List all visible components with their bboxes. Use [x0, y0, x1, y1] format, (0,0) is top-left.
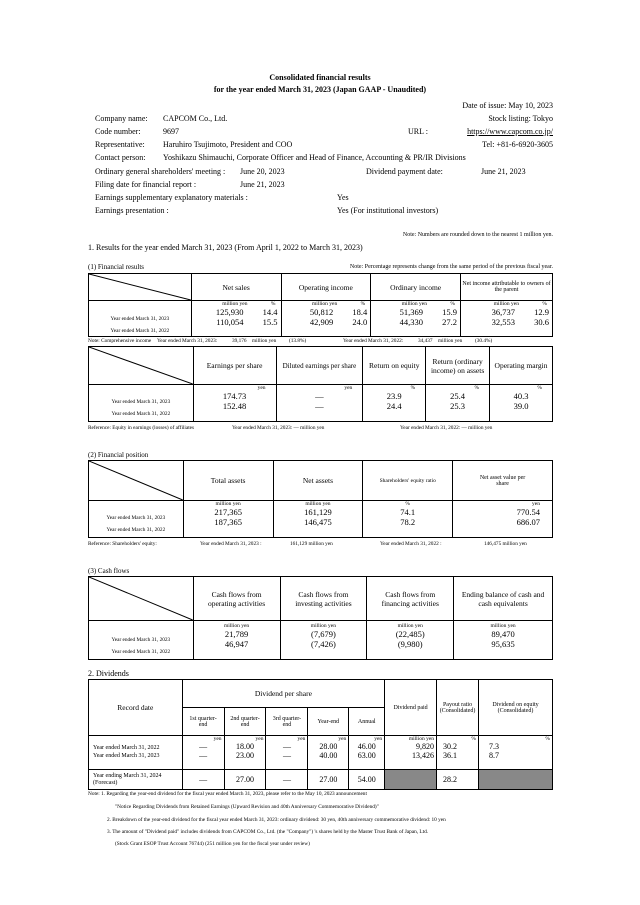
diluted-eps-cells: yen — —	[276, 385, 363, 422]
q1-cells: yen — —	[182, 736, 224, 770]
row-labels: Year ended March 31, 2023 Year ended March 31, 2022	[89, 501, 184, 538]
dividend-note-3: 3. The amount of "Dividend paid" includes dividends from CAPCOM Co., Ltd. (the "Company") 's shares held by the Master Trust Bank of Japan, Ltd.	[107, 829, 429, 835]
equity-ratio-cells: % 74.1 78.2	[363, 501, 453, 538]
telephone: Tel: +81-6-6920-3605	[482, 140, 553, 149]
ending-cash-cells: million yen 89,470 95,635	[454, 621, 553, 660]
corner-cell	[89, 274, 192, 301]
dividend-note-2: 2. Breakdown of the year-end dividend for the fiscal year ended March 31, 2023: ordinary dividend: 30 yen, 40th anniversary commemorative dividend: 10 yen	[107, 817, 446, 823]
roe-cells: % 23.9 24.4	[363, 385, 426, 422]
header-nav-per-share: Net asset value per share	[453, 461, 553, 501]
representative: Haruhiro Tsujimoto, President and COO	[163, 140, 293, 149]
cash-flows-table	[88, 576, 553, 660]
row-labels: Year ended March 31, 2022 Year ended March 31, 2023	[89, 736, 183, 770]
operating-income-cells: million yen % 50,812 18.4 42,909 24.0	[281, 301, 371, 337]
corner-cell	[89, 577, 194, 621]
company-url-link[interactable]: https://www.capcom.co.jp/	[467, 127, 553, 136]
contact-person: Yoshikazu Shimauchi, Corporate Officer and Head of Finance, Accounting & PR/IR Divisions	[163, 153, 466, 162]
operating-margin-cells: % 40.3 39.0	[490, 385, 553, 422]
forecast-paid-shaded	[385, 770, 437, 790]
payout-cells: % 30.2 36.1	[437, 736, 479, 770]
pres-value: Yes (For institutional investors)	[337, 206, 439, 215]
fin-position-title: (2) Financial position	[88, 451, 149, 459]
comp-note: Note: Comprehensive income	[88, 338, 152, 344]
q2-cells: yen 18.00 23.00	[224, 736, 266, 770]
fin-position-data-row	[89, 501, 553, 538]
q3-cells: yen — —	[266, 736, 308, 770]
dividend-paid-cells: million yen 9,820 13,426	[385, 736, 437, 770]
dividend-note-1: Note: 1. Regarding the year-end dividend for the fiscal year ended March 31, 2023, please refer to the May 10, 2023 announcement	[88, 791, 367, 797]
cash-flows-title: (3) Cash flows	[88, 567, 130, 575]
forecast-year-end: 27.00	[308, 770, 349, 790]
equity-ref-2023-value: 161,129 million yen	[290, 541, 333, 547]
rounding-note: Note: Numbers are rounded down to the nearest 1 million yen.	[402, 232, 553, 238]
header-dividend-per-share: Dividend per share	[182, 680, 385, 708]
comp-2022-value: 34,437	[418, 338, 433, 344]
dividend-note-1b: "Notice Regarding Dividends from Retained Earnings (Upward Revision and 40th Anniversary Commemorative Dividend)"	[115, 804, 379, 810]
dividends-title: 2. Dividends	[88, 669, 129, 678]
equity-ref-2023-label: Year ended March 31, 2023 :	[200, 541, 262, 547]
code-number: 9697	[163, 127, 179, 136]
forecast-annual: 54.00	[349, 770, 385, 790]
roa-cells: % 25.4 25.3	[426, 385, 490, 422]
header-operating-cf: Cash flows from operating activities	[193, 577, 280, 621]
net-income-cells: million yen % 36,737 12.9 32,553 30.6	[461, 301, 553, 337]
fin-results-note: Note: Percentage represents change from the same period of the previous fiscal year.	[349, 264, 553, 270]
net-assets-cells: million yen 161,129 146,475	[273, 501, 363, 538]
comp-2022-unit: million yen	[438, 338, 463, 344]
operating-cf-cells: million yen 21,789 46,947	[193, 621, 280, 660]
comp-2023-unit: million yen	[252, 338, 277, 344]
equity-ref-2022-label: Year ended March 31, 2022 :	[380, 541, 442, 547]
annual-cells: yen 46.00 63.00	[349, 736, 385, 770]
dividend-date-label: Dividend payment date:	[366, 167, 443, 176]
header-2nd-quarter: 2nd quarter-end	[224, 708, 266, 736]
forecast-doe-shaded	[479, 770, 553, 790]
doc-title: Consolidated financial results	[269, 73, 371, 82]
net-sales-cells: million yen % 125,930 14.4 110,054 15.5	[191, 301, 281, 337]
header-1st-quarter: 1st quarter-end	[182, 708, 224, 736]
comp-2023-label: Year ended March 31, 2023:	[157, 338, 218, 344]
company-name-label: Company name:	[95, 114, 148, 123]
header-equity-ratio: Shareholders' equity ratio	[363, 461, 453, 501]
nav-cells: yen 770.54 686.07	[453, 501, 553, 538]
issue-date: Date of issue: May 10, 2023	[462, 101, 553, 110]
affiliates-ref: Reference: Equity in earnings (losses) of affiliates	[88, 425, 195, 431]
doe-cells: % 7.3 8.7	[479, 736, 553, 770]
header-3rd-quarter: 3rd quarter-end	[266, 708, 308, 736]
cash-flows-data-row	[89, 621, 553, 660]
affiliates-ref-2022: Year ended March 31, 2022: — million yen	[400, 425, 493, 431]
header-investing-cf: Cash flows from investing activities	[280, 577, 367, 621]
row-labels: Year ended March 31, 2023 Year ended March 31, 2022	[89, 301, 192, 337]
company-name: CAPCOM Co., Ltd.	[163, 114, 228, 123]
header-dividend-on-equity: Dividend on equity (Consolidated)	[479, 680, 553, 736]
comp-2023-pct: (13.8%)	[289, 338, 307, 344]
financing-cf-cells: million yen (22,485) (9,980)	[367, 621, 454, 660]
code-label: Code number:	[95, 127, 141, 136]
forecast-q3: —	[266, 770, 308, 790]
fin-results-title: (1) Financial results	[88, 263, 144, 271]
dividends-table	[88, 679, 553, 790]
rep-label: Representative:	[95, 140, 145, 149]
dividend-data-rows	[89, 736, 553, 770]
row-labels: Year ended March 31, 2023 Year ended March 31, 2022	[89, 385, 194, 422]
header-payout-ratio: Payout ratio (Consolidated)	[437, 680, 479, 736]
affiliates-ref-2023: Year ended March 31, 2023: — million yen	[232, 425, 325, 431]
header-roa: Return (ordinary income) on assets	[426, 347, 490, 385]
header-diluted-eps: Diluted earnings per share	[276, 347, 363, 385]
header-net-sales: Net sales	[191, 274, 281, 301]
url-label: URL :	[408, 127, 428, 136]
forecast-q2: 27.00	[224, 770, 266, 790]
dividend-note-3b: (Stock Grant ESOP Trust Account 76744) (251 million yen for the fiscal year under review)	[115, 841, 310, 847]
pres-label: Earnings presentation :	[95, 206, 169, 215]
header-roe: Return on equity	[363, 347, 426, 385]
filing-label: Filing date for financial report :	[95, 180, 197, 189]
eps-table	[88, 346, 553, 422]
header-year-end: Year-end	[308, 708, 349, 736]
year-end-cells: yen 28.00 40.00	[308, 736, 349, 770]
eps-cells: yen 174.73 152.48	[193, 385, 276, 422]
doc-subtitle: for the year ended March 31, 2023 (Japan GAAP - Unaudited)	[213, 85, 427, 94]
investing-cf-cells: million yen (7,679) (7,426)	[280, 621, 367, 660]
header-total-assets: Total assets	[183, 461, 273, 501]
equity-ref-2022-value: 146,475 million yen	[484, 541, 527, 547]
header-record-date: Record date	[89, 680, 183, 736]
eps-data-row	[89, 385, 553, 422]
stock-listing: Stock listing: Tokyo	[488, 114, 553, 123]
row-labels: Year ended March 31, 2023 Year ended March 31, 2022	[89, 621, 194, 660]
ordinary-income-cells: million yen % 51,369 15.9 44,330 27.2	[371, 301, 461, 337]
comp-2023-value: 39,176	[232, 338, 247, 344]
agm-label: Ordinary general shareholders' meeting :	[95, 167, 226, 176]
dividend-date: June 21, 2023	[481, 167, 526, 176]
header-ordinary-income: Ordinary income	[371, 274, 461, 301]
header-dividend-paid: Dividend paid	[385, 680, 437, 736]
header-net-income: Net income attributable to owners of the parent	[461, 274, 553, 301]
fin-results-table	[88, 273, 553, 337]
header-ending-cash: Ending balance of cash and cash equivalents	[454, 577, 553, 621]
forecast-payout: 28.2	[437, 770, 479, 790]
total-assets-cells: million yen 217,365 187,365	[183, 501, 273, 538]
fin-position-table	[88, 460, 553, 538]
header-operating-margin: Operating margin	[490, 347, 553, 385]
contact-label: Contact person:	[95, 153, 146, 162]
supp-value: Yes	[337, 193, 349, 202]
comp-2022-pct: (30.4%)	[475, 338, 493, 344]
header-net-assets: Net assets	[273, 461, 363, 501]
header-annual: Annual	[349, 708, 385, 736]
header-operating-income: Operating income	[281, 274, 371, 301]
section-1-heading: 1. Results for the year ended March 31, 2023 (From April 1, 2022 to March 31, 2023)	[88, 243, 363, 252]
header-financing-cf: Cash flows from financing activities	[367, 577, 454, 621]
forecast-row	[89, 770, 553, 790]
forecast-q1: —	[182, 770, 224, 790]
header-eps: Earnings per share	[193, 347, 276, 385]
corner-cell	[89, 461, 184, 501]
supp-label: Earnings supplementary explanatory materials :	[95, 193, 248, 202]
forecast-label: Year ending March 31, 2024 (Forecast)	[89, 770, 183, 790]
agm-date: June 20, 2023	[240, 167, 285, 176]
comp-2022-label: Year ended March 31, 2022:	[343, 338, 404, 344]
filing-date: June 21, 2023	[240, 180, 285, 189]
corner-cell	[89, 347, 194, 385]
equity-ref: Reference: Shareholders' equity:	[88, 541, 157, 547]
